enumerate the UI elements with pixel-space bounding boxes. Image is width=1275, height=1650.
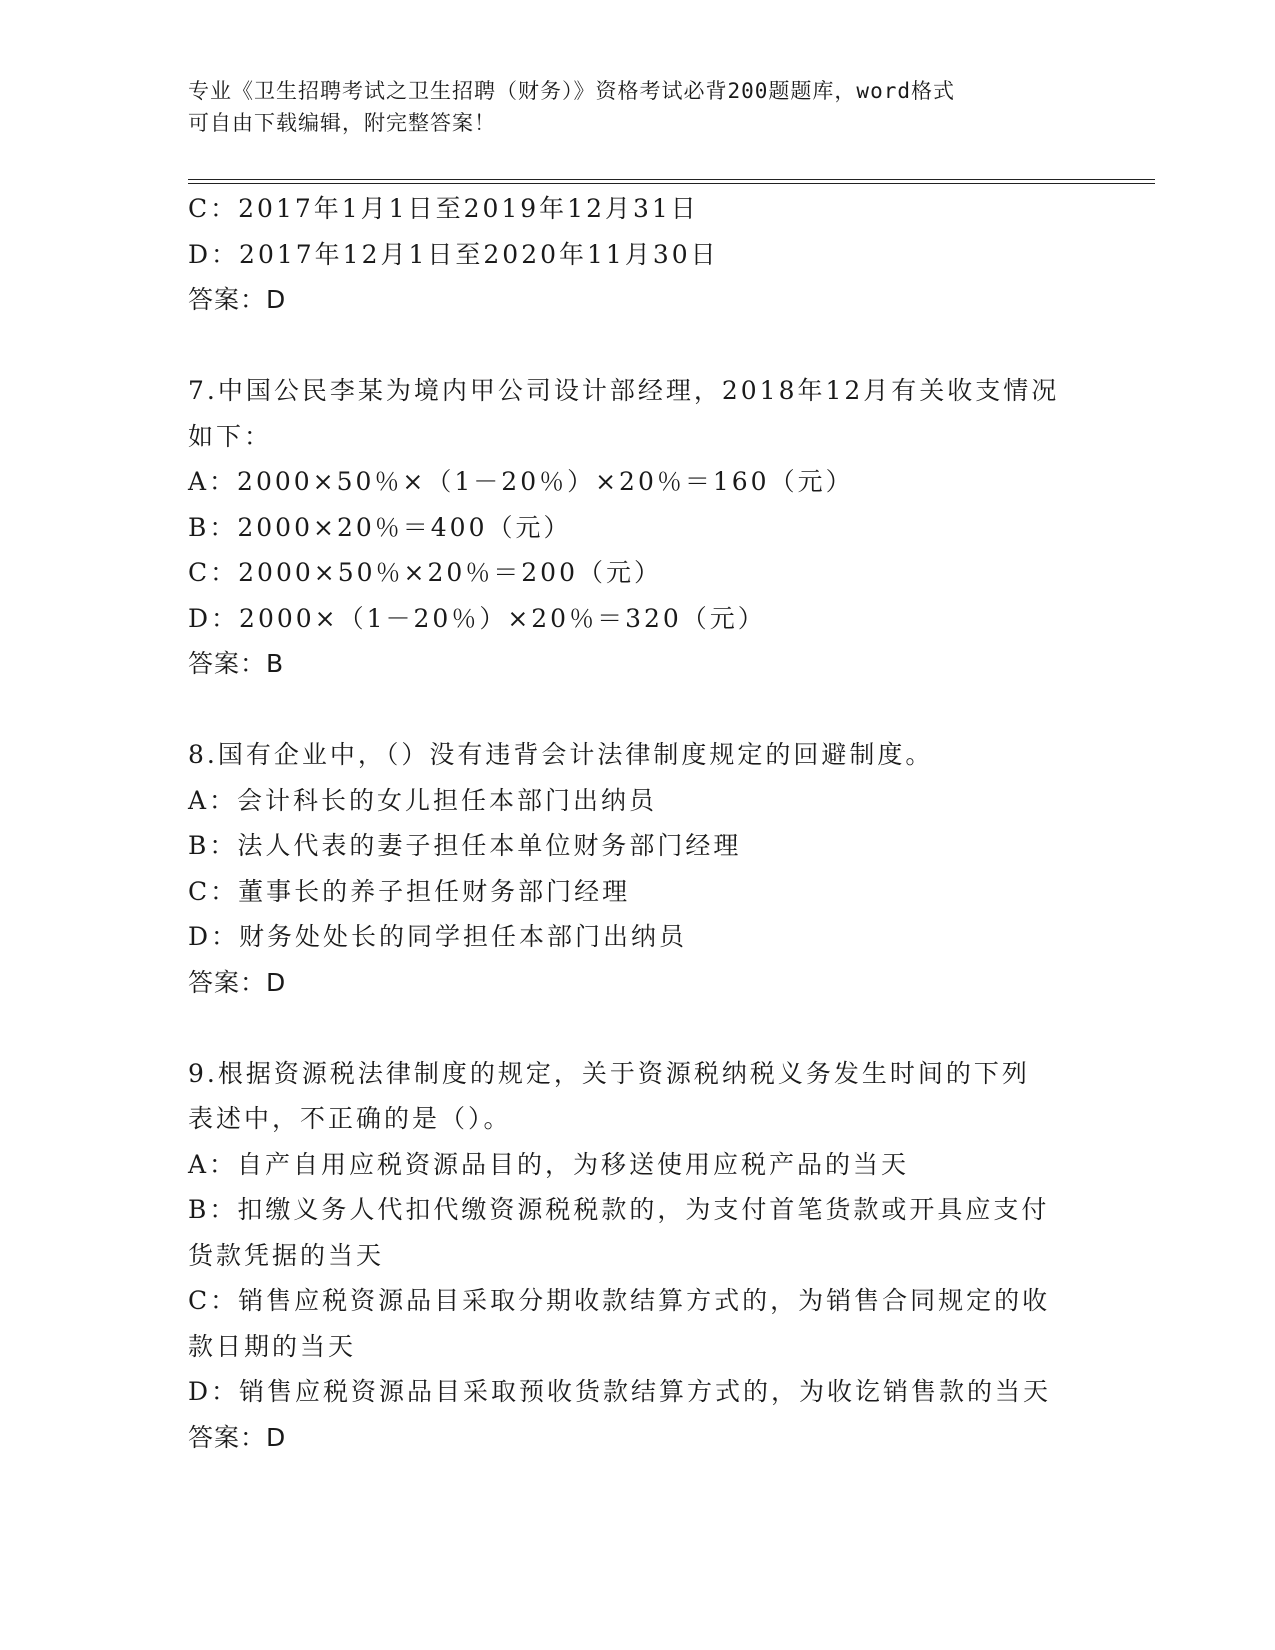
q7-option-a: A：2000×50％×（1－20％）×20％＝160（元）: [188, 467, 854, 496]
question-8: [188, 732, 1088, 1005]
q6-option-d: D：2017年12月1日至2020年11月30日: [188, 239, 719, 269]
q8-option-a: A：会计科长的女儿担任本部门出纳员: [188, 785, 658, 815]
q9-answer: 答案：D: [188, 1422, 287, 1452]
q9-option-b-line-1: B：扣缴义务人代扣代缴资源税税款的，为支付首笔货款或开具应支付: [188, 1195, 1050, 1224]
header-title-line-2: 可自由下载编辑，附完整答案！: [188, 111, 496, 135]
header-divider-bottom: [188, 183, 1155, 184]
q8-option-b: B：法人代表的妻子担任本单位财务部门经理: [188, 831, 742, 860]
question-list: [188, 186, 1088, 1460]
q6-option-c: C：2017年1月1日至2019年12月31日: [188, 194, 699, 223]
header-divider-top: [188, 179, 1155, 180]
q9-stem-line-1: 9.根据资源税法律制度的规定，关于资源税纳税义务发生时间的下列: [188, 1058, 1030, 1088]
spacer: [188, 323, 1088, 369]
q7-stem-line-2: 如下：: [188, 421, 273, 451]
q8-stem-line-1: 8.国有企业中，（）没有违背会计法律制度规定的回避制度。: [188, 740, 934, 769]
question-9: [188, 1051, 1088, 1461]
q7-answer: 答案：B: [188, 649, 285, 678]
q8-answer: 答案：D: [188, 967, 287, 997]
q7-option-b: B：2000×20％＝400（元）: [188, 512, 572, 542]
q9-option-a: A：自产自用应税资源品目的，为移送使用应税产品的当天: [188, 1149, 910, 1179]
header-title-line-1: 专业《卫生招聘考试之卫生招聘（财务）》资格考试必背200题题库，word格式: [188, 79, 955, 103]
q7-option-c: C：2000×50％×20％＝200（元）: [188, 558, 662, 587]
q8-option-d: D：财务处处长的同学担任本部门出纳员: [188, 922, 688, 951]
q9-option-c-line-2: 款日期的当天: [188, 1331, 357, 1361]
q7-option-d: D：2000×（1－20％）×20％＝320（元）: [188, 603, 766, 633]
q9-option-d: D：销售应税资源品目采取预收货款结算方式的，为收讫销售款的当天: [188, 1377, 1052, 1406]
question-6-tail: [188, 186, 1088, 323]
q8-option-c: C：董事长的养子担任财务部门经理: [188, 876, 631, 906]
spacer: [188, 1005, 1088, 1051]
spacer: [188, 687, 1088, 733]
question-7: [188, 368, 1088, 687]
q7-stem-line-1: 7.中国公民李某为境内甲公司设计部经理，2018年12月有关收支情况: [188, 376, 1060, 405]
q6-answer: 答案：D: [188, 285, 287, 314]
q9-option-c-line-1: C：销售应税资源品目采取分期收款结算方式的，为销售合同规定的收: [188, 1286, 1051, 1315]
q9-option-b-line-2: 货款凭据的当天: [188, 1240, 385, 1270]
document-header: [188, 75, 1088, 139]
q9-stem-line-2: 表述中，不正确的是（）。: [188, 1104, 512, 1133]
